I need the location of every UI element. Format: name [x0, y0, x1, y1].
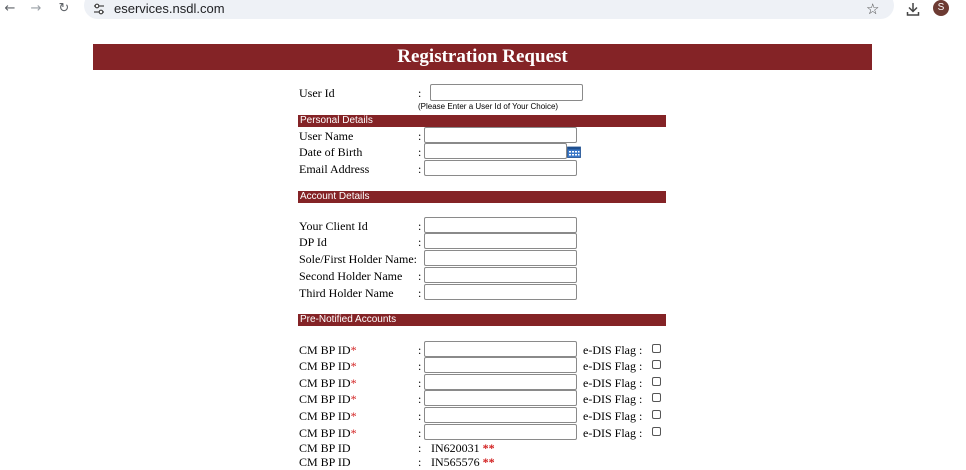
cm-bp-id-label: CM BP ID*	[299, 376, 357, 390]
edis-flag-checkbox[interactable]	[652, 377, 661, 386]
reload-icon[interactable]: ↻	[58, 1, 70, 16]
cm-bp-id-input[interactable]	[424, 341, 577, 357]
double-asterisk-marker: **	[482, 441, 495, 455]
colon: :	[418, 343, 422, 357]
dp-id-label: DP Id	[299, 235, 327, 249]
third-holder-name-input[interactable]	[424, 284, 577, 300]
edis-flag-checkbox[interactable]	[652, 360, 661, 369]
cm-bp-id-label: CM BP ID*	[299, 359, 357, 373]
colon: :	[418, 86, 422, 100]
calendar-icon[interactable]	[567, 146, 581, 158]
third-holder-name-label: Third Holder Name	[299, 286, 394, 300]
pre-notified-accounts-header: Pre-Notified Accounts	[298, 314, 666, 326]
client-id-label: Your Client Id	[299, 219, 368, 233]
cm-bp-id-fixed-label: CM BP ID	[299, 455, 351, 469]
edis-flag-label: e-DIS Flag :	[583, 343, 643, 357]
colon: :	[418, 219, 422, 233]
profile-avatar[interactable]: S	[933, 0, 949, 16]
colon: :	[418, 286, 422, 300]
email-address-input[interactable]	[424, 160, 577, 176]
cm-bp-id-input[interactable]	[424, 390, 577, 406]
user-id-hint: (Please Enter a User Id of Your Choice)	[418, 102, 559, 111]
colon: :	[418, 235, 422, 249]
colon: :	[418, 426, 422, 440]
back-arrow-icon[interactable]: ←	[4, 1, 16, 16]
client-id-input[interactable]	[424, 217, 577, 233]
required-mark: *	[350, 376, 357, 390]
email-address-label: Email Address	[299, 162, 370, 176]
edis-flag-checkbox[interactable]	[652, 344, 661, 353]
account-details-header: Account Details	[298, 191, 666, 203]
bookmark-star-icon[interactable]: ☆	[866, 0, 880, 18]
colon: :	[418, 441, 422, 455]
second-holder-name-input[interactable]	[424, 267, 577, 283]
cm-bp-id-label: CM BP ID*	[299, 426, 357, 440]
dp-id-input[interactable]	[424, 233, 577, 249]
edis-flag-label: e-DIS Flag :	[583, 392, 643, 406]
required-mark: *	[350, 409, 357, 423]
first-holder-name-input[interactable]	[424, 250, 577, 266]
cm-bp-id-input[interactable]	[424, 407, 577, 423]
cm-bp-id-input[interactable]	[424, 424, 577, 440]
cm-bp-id-input[interactable]	[424, 374, 577, 390]
user-name-label: User Name	[299, 129, 354, 143]
url-text[interactable]: eservices.nsdl.com	[114, 1, 225, 16]
required-mark: *	[350, 392, 357, 406]
required-mark: *	[350, 359, 357, 373]
colon: :	[418, 359, 422, 373]
double-asterisk-marker: **	[482, 455, 495, 469]
cm-bp-id-value: IN565576 **	[431, 455, 495, 469]
user-id-input[interactable]	[430, 84, 583, 101]
colon: :	[418, 409, 422, 423]
edis-flag-label: e-DIS Flag :	[583, 426, 643, 440]
first-holder-name-label: Sole/First Holder Name:	[299, 252, 417, 266]
required-mark: *	[350, 343, 357, 357]
cm-bp-id-label: CM BP ID*	[299, 392, 357, 406]
cm-bp-id-label: CM BP ID*	[299, 343, 357, 357]
colon: :	[418, 162, 422, 176]
second-holder-name-label: Second Holder Name	[299, 269, 403, 283]
colon: :	[418, 269, 422, 283]
download-icon[interactable]	[905, 1, 921, 17]
cm-bp-id-label: CM BP ID*	[299, 409, 357, 423]
edis-flag-label: e-DIS Flag :	[583, 376, 643, 390]
colon: :	[418, 455, 422, 469]
edis-flag-label: e-DIS Flag :	[583, 359, 643, 373]
date-of-birth-label: Date of Birth	[299, 145, 363, 159]
browser-toolbar	[0, 0, 966, 19]
colon: :	[418, 392, 422, 406]
cm-bp-id-input[interactable]	[424, 357, 577, 373]
edis-flag-label: e-DIS Flag :	[583, 409, 643, 423]
required-mark: *	[350, 426, 357, 440]
colon: :	[418, 376, 422, 390]
date-of-birth-input[interactable]	[424, 143, 567, 159]
user-id-label: User Id	[299, 86, 335, 100]
personal-details-header: Personal Details	[298, 115, 666, 127]
colon: :	[418, 129, 422, 143]
cm-bp-id-value: IN620031 **	[431, 441, 495, 455]
user-name-input[interactable]	[424, 127, 577, 143]
colon: :	[418, 145, 422, 159]
site-settings-icon[interactable]	[92, 2, 106, 16]
forward-arrow-icon[interactable]: →	[30, 1, 42, 16]
edis-flag-checkbox[interactable]	[652, 427, 661, 436]
page-title: Registration Request	[93, 44, 872, 70]
edis-flag-checkbox[interactable]	[652, 410, 661, 419]
cm-bp-id-fixed-label: CM BP ID	[299, 441, 351, 455]
edis-flag-checkbox[interactable]	[652, 393, 661, 402]
